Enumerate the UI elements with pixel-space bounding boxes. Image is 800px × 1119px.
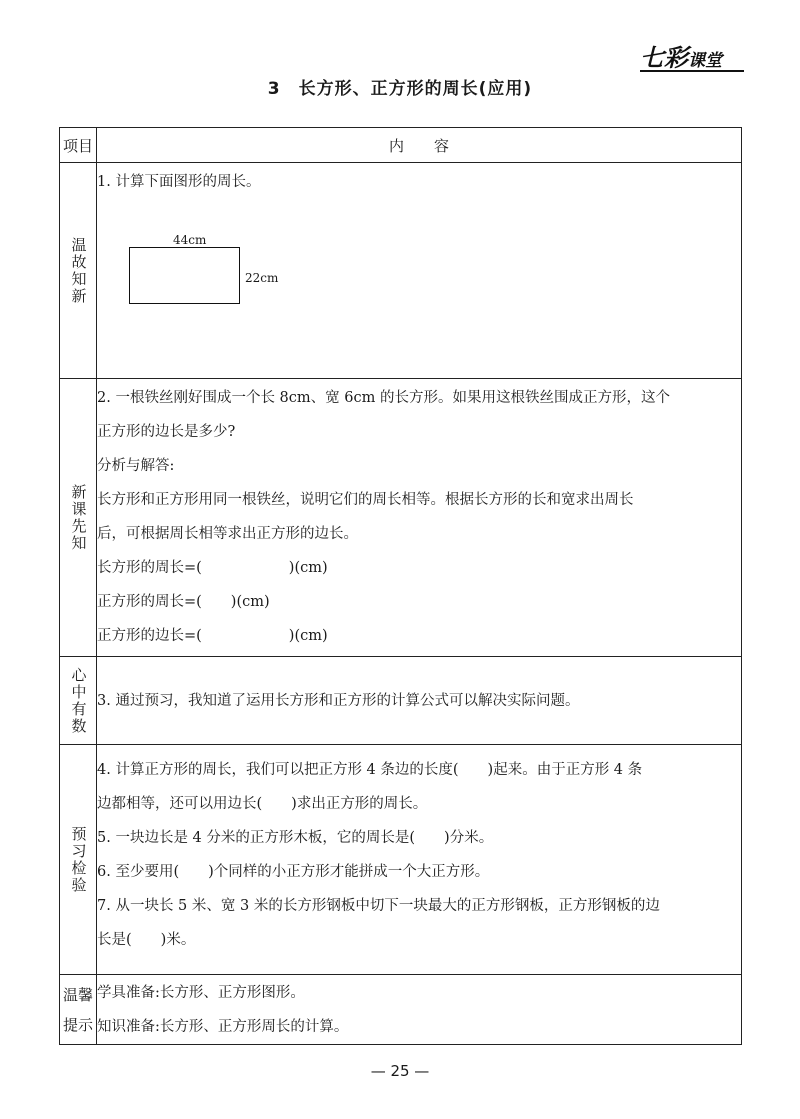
section-label-cell bbox=[60, 745, 97, 975]
text-line: 长是( )米。 bbox=[97, 932, 196, 948]
rectangle-width-label: 44cm bbox=[173, 233, 207, 247]
text-line: 分析与解答: bbox=[97, 458, 175, 474]
section-content bbox=[97, 379, 742, 657]
lesson-number: 3 bbox=[267, 79, 281, 99]
logo-text-small: 课堂 bbox=[688, 51, 722, 71]
brand-logo bbox=[640, 38, 744, 72]
section-label: 预习检验 bbox=[69, 825, 88, 894]
text-line: 2. 一根铁丝刚好围成一个长 8cm、宽 6cm 的长方形。如果用这根铁丝围成正方形，这个 bbox=[97, 390, 670, 406]
fill-blank-line: 正方形的边长=( )(cm) bbox=[97, 628, 328, 644]
text-line: 5. 一块边长是 4 分米的正方形木板，它的周长是( )分米。 bbox=[97, 830, 494, 846]
section-content bbox=[97, 745, 742, 975]
section-label-cell bbox=[60, 379, 97, 657]
table-header-row bbox=[60, 128, 742, 163]
rectangle-shape bbox=[129, 247, 240, 304]
section-preview-check bbox=[60, 745, 742, 975]
fill-blank-line: 正方形的周长=( )(cm) bbox=[97, 594, 270, 610]
section-tips bbox=[60, 975, 742, 1045]
section-warm-review bbox=[60, 163, 742, 379]
rectangle-figure bbox=[97, 199, 741, 349]
text-line: 边都相等，还可以用边长( )求出正方形的周长。 bbox=[97, 796, 428, 812]
section-label: 新课先知 bbox=[69, 483, 88, 552]
section-label-cell bbox=[60, 657, 97, 745]
text-line: 正方形的边长是多少? bbox=[97, 424, 236, 440]
section-label-cell bbox=[60, 975, 97, 1045]
header-content: 内 容 bbox=[97, 128, 742, 163]
text-line: 长方形和正方形用同一根铁丝，说明它们的周长相等。根据长方形的长和宽求出周长 bbox=[97, 492, 634, 508]
section-content bbox=[97, 975, 742, 1045]
logo-underline bbox=[640, 70, 744, 72]
worksheet-table bbox=[59, 127, 742, 1045]
text-line: 后，可根据周长相等求出正方形的边长。 bbox=[97, 526, 358, 542]
text-line: 4. 计算正方形的周长，我们可以把正方形 4 条边的长度( )起来。由于正方形 4 条 bbox=[97, 762, 643, 778]
header-item: 项目 bbox=[60, 128, 97, 163]
text-line: 3. 通过预习，我知道了运用长方形和正方形的计算公式可以解决实际问题。 bbox=[97, 692, 580, 709]
page-number: — 25 — bbox=[370, 1062, 430, 1080]
question-1: 1. 计算下面图形的周长。 bbox=[97, 174, 261, 190]
section-new-lesson bbox=[60, 379, 742, 657]
section-label-cell bbox=[60, 163, 97, 379]
rectangle-height-label: 22cm bbox=[245, 271, 279, 285]
text-line: 7. 从一块长 5 米、宽 3 米的长方形钢板中切下一块最大的正方形钢板，正方形钢板的边 bbox=[97, 898, 660, 914]
text-line: 6. 至少要用( )个同样的小正方形才能拼成一个大正方形。 bbox=[97, 864, 490, 880]
section-content bbox=[97, 657, 742, 745]
lesson-title: 长方形、正方形的周长(应用) bbox=[298, 79, 533, 99]
text-line: 学具准备:长方形、正方形图形。 bbox=[97, 984, 305, 1001]
section-label-line: 提示 bbox=[62, 1015, 93, 1034]
section-in-mind bbox=[60, 657, 742, 745]
section-content bbox=[97, 163, 742, 379]
section-label: 心中有数 bbox=[69, 666, 88, 735]
page-title bbox=[0, 74, 800, 99]
text-line: 知识准备:长方形、正方形周长的计算。 bbox=[97, 1018, 349, 1035]
fill-blank-line: 长方形的周长=( )(cm) bbox=[97, 560, 328, 576]
section-label-line: 温馨 bbox=[62, 985, 93, 1004]
logo-text-big: 七彩 bbox=[640, 44, 688, 72]
section-label: 温故知新 bbox=[69, 236, 88, 305]
